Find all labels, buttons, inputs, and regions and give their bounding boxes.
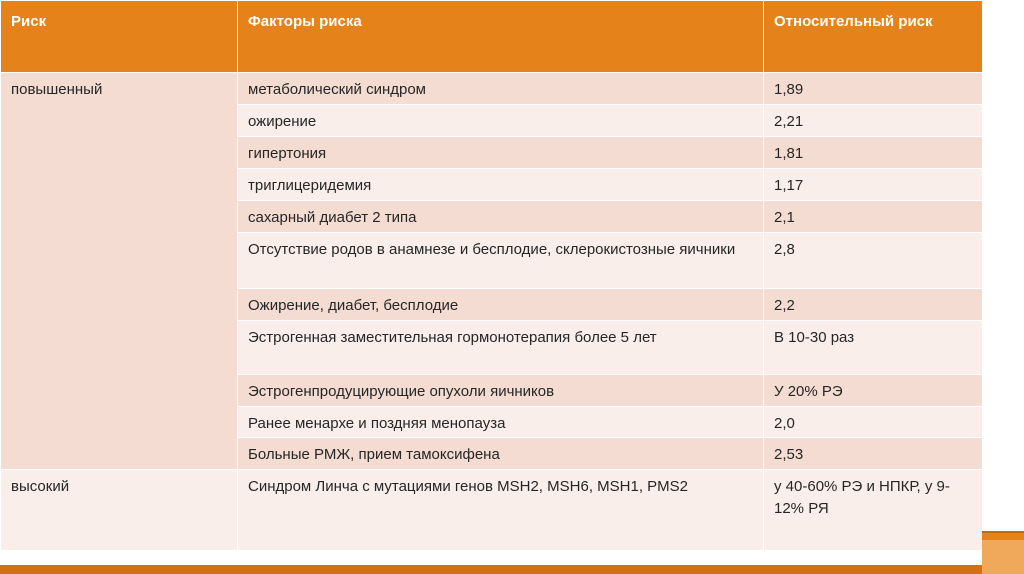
factor-cell: сахарный диабет 2 типа (238, 201, 764, 233)
factor-cell: триглицеридемия (238, 169, 764, 201)
header-relative-risk: Относительный риск (764, 1, 983, 73)
value-cell: 2,53 (764, 438, 983, 470)
factor-cell: Ранее менархе и поздняя менопауза (238, 407, 764, 438)
factor-cell: метаболический синдром (238, 73, 764, 105)
factor-cell: Ожирение, диабет, бесплодие (238, 289, 764, 321)
corner-accent-line (982, 531, 1024, 533)
value-cell: 2,0 (764, 407, 983, 438)
factor-cell: Синдром Линча с мутациями генов MSH2, MSH6, MSH1, PMS2 (238, 470, 764, 551)
factor-cell: Эстрогенная заместительная гормонотерапия более 5 лет (238, 321, 764, 375)
risk-group-high: высокий (1, 470, 238, 551)
factor-cell: Отсутствие родов в анамнезе и бесплодие, склерокистозные яичники (238, 233, 764, 289)
value-cell: В 10-30 раз (764, 321, 983, 375)
header-row (1, 1, 983, 73)
value-cell: 2,1 (764, 201, 983, 233)
value-cell: У 20% РЭ (764, 375, 983, 407)
value-cell: 2,2 (764, 289, 983, 321)
factor-cell: гипертония (238, 137, 764, 169)
factor-cell: Эстрогенпродуцирующие опухоли яичников (238, 375, 764, 407)
value-cell: 2,21 (764, 105, 983, 137)
value-cell: 1,17 (764, 169, 983, 201)
corner-accent-inner (982, 540, 1024, 574)
factor-cell: ожирение (238, 105, 764, 137)
value-cell: у 40-60% РЭ и НПКР, у 9-12% РЯ (764, 470, 983, 551)
header-risk: Риск (1, 1, 238, 73)
table-row (1, 73, 983, 105)
table-row (1, 470, 983, 551)
header-factors: Факторы риска (238, 1, 764, 73)
bottom-accent-bar (0, 565, 1024, 574)
value-cell: 1,81 (764, 137, 983, 169)
factor-cell: Больные РМЖ, прием тамоксифена (238, 438, 764, 470)
value-cell: 2,8 (764, 233, 983, 289)
risk-group-elevated: повышенный (1, 73, 238, 470)
value-cell: 1,89 (764, 73, 983, 105)
